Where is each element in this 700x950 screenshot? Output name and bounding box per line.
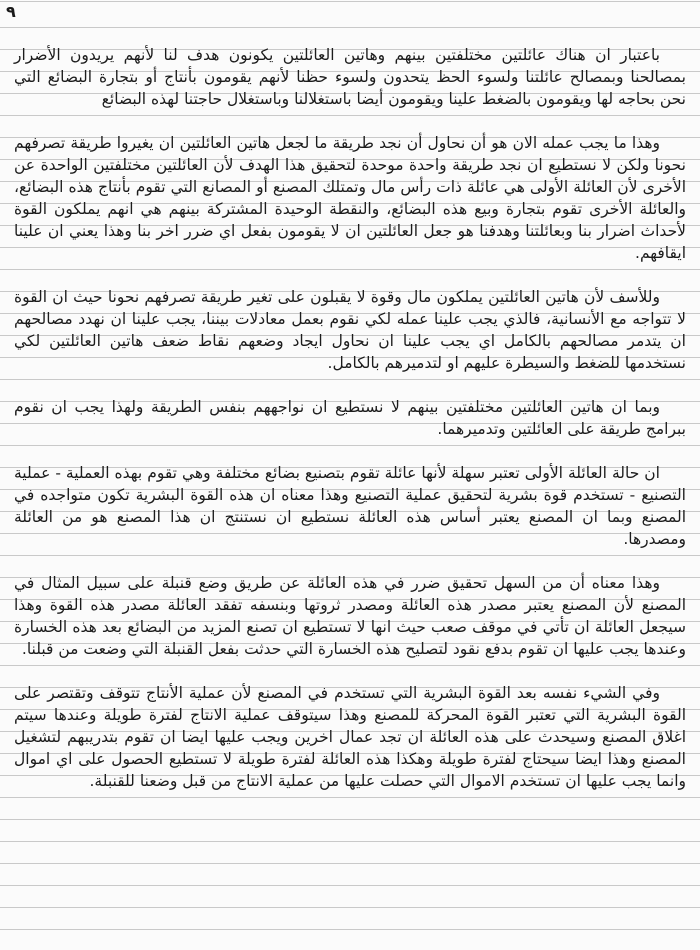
handwritten-text-body: [14, 44, 686, 792]
paragraph-2: وهذا ما يجب عمله الان هو أن نحاول أن نجد طريقة ما لجعل هاتين العائلتين ان يغيروا طريقة تصرفهم نحونا ولكن لا نستطيع ان نجد طريقة واحدة موحدة لتحقيق هذا الهدف لأن العائلتين مختلفتين الواحدة عن الأخرى لأن العائلة الأولى هي عائلة ذات رأس مال وتمتلك المصنع أو المصانع التي تقوم بأنتاج هذه البضائع، والعائلة الأخرى تقوم بتجارة وبيع هذه البضائع، والنقطة الوحيدة المشتركة بينهم هي انهم يملكون القوة لأحداث اضرار بنا وبعائلتنا وهدفنا هو جعل العائلتين ان لا يقومون بفعل اي ضرر اخر بنا وهذا يعني ان علينا ايقافهم.: [14, 134, 686, 262]
paragraph-6: وهذا معناه أن من السهل تحقيق ضرر في هذه العائلة عن طريق وضع قنبلة على سبيل المثال في المصنع لأن المصنع يعتبر مصدر هذه العائلة ومصدر ثروتها وبنسفه تفقد العائلة مصدر هذه القوة وهذا سيجعل العائلة ان تأتي في موقف صعب حيث انها لا تستطيع ان تصنع المزيد من البضائع بعد هذه الخسارة وعندها يجب عليها ان تقوم بدفع نقود لتصليح هذه الخسارة التي حدثت بفعل القنبلة التي وضعت من قبلنا.: [14, 574, 686, 658]
paragraph-7: وفي الشيء نفسه بعد القوة البشرية التي تستخدم في المصنع لأن عملية الأنتاج تتوقف وتقتصر على القوة البشرية التي تعتبر القوة المحركة للمصنع وهذا سيتوقف عملية الانتاج لفترة طويلة وعندها سيتم اغلاق المصنع وسيحدث على هذه العائلة ان تجد عمال اخرين ويجب عليها ايضا ان تقوم بتدريبهم لتشغيل المصنع وهذا ايضا سيحتاج لفترة طويلة وهكذا هذه العائلة لفترة طويلة لا تستطيع الحصول على اي اموال وانما يجب عليها ان تستخدم الاموال التي حصلت عليها من عملية الانتاج من قبل وضعنا للقنبلة.: [14, 684, 686, 790]
paragraph-5: ان حالة العائلة الأولى تعتبر سهلة لأنها عائلة تقوم بتصنيع بضائع مختلفة وهي تقوم بهذه العملية - عملية التصنيع - تستخدم قوة بشرية لتحقيق عملية التصنيع وهذا معناه ان هذه القوة البشرية تكون متواجده في المصنع وبما ان المصنع يعتبر أساس هذه العائلة نستطيع ان نستنتج ان هذا المصنع هو من العائلة ومصدرها.: [14, 464, 686, 548]
paragraph-3: وللأسف لأن هاتين العائلتين يملكون مال وقوة لا يقبلون على تغير طريقة تصرفهم نحونا حيث ان القوة لا تتواجه مع الأنسانية، فالذي يجب علينا عمله لكي نقوم بعمل معادلات بيننا، يجب علينا ان نهدد مصالحهم ان يتدمر مصالحهم بالكامل اي يجب علينا ان نحاول ايجاد وضعهم نقاط ضعف هاتين العائلتين لكي نستخدمها للضغط والسيطرة عليهم او لتدميرهم بالكامل.: [14, 288, 686, 372]
paragraph-1: باعتبار ان هناك عائلتين مختلفتين بينهم وهاتين العائلتين يكونون هدف لنا لأنهم يريدون الأضرار بمصالحنا وبمصالح عائلتنا ولسوء الحظ يتحدون ولسوء حظنا لأنهم يقومون بأنتاج أو بتجارة البضائع التي نحن بحاجه لها ويقومون بالضغط علينا ويقومون أيضا باستغلالنا وباستغلال حاجتنا لهذه البضائع: [14, 46, 686, 108]
paragraph-4: وبما ان هاتين العائلتين مختلفتين بينهم لا نستطيع ان نواجههم بنفس الطريقة ولهذا يجب ان نقوم ببرامج طريقة على العائلتين وتدميرهما.: [14, 398, 686, 438]
page-number: ٩: [6, 2, 16, 21]
